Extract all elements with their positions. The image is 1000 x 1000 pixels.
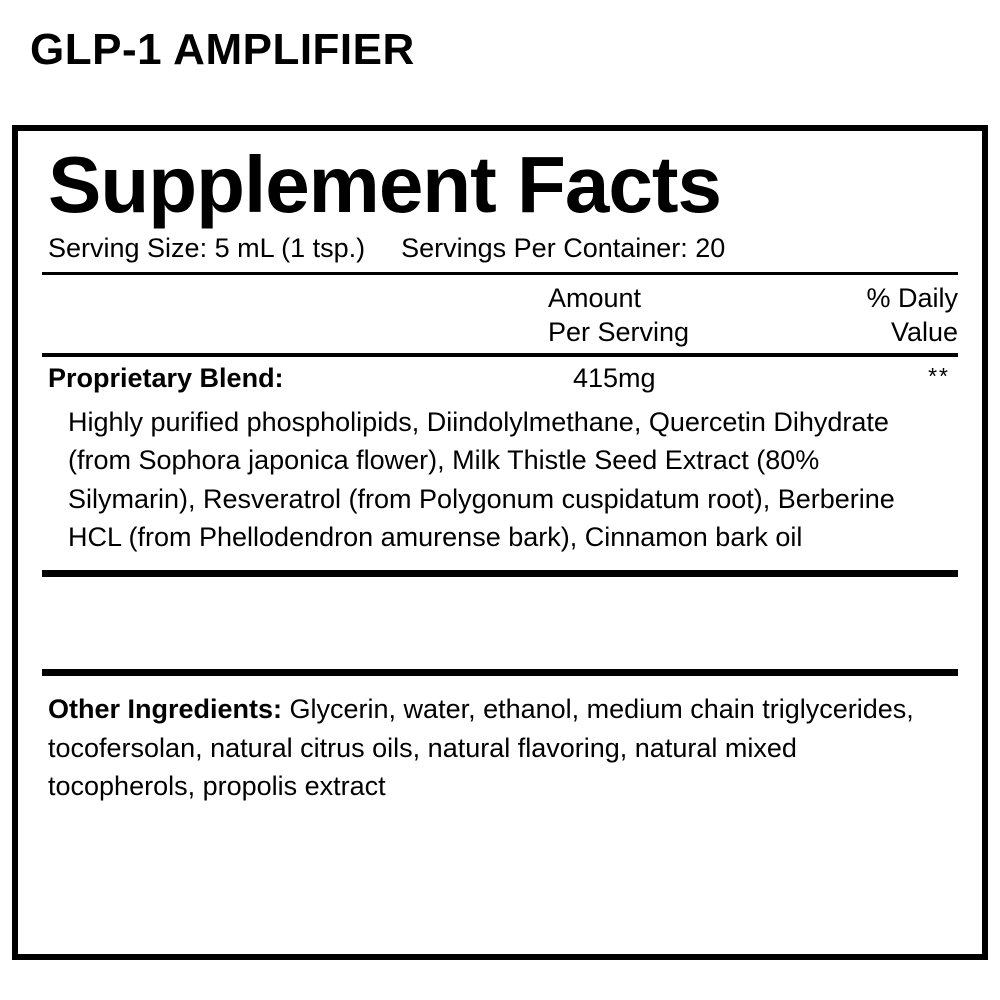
divider-blend-bottom: [42, 570, 958, 577]
amount-header-line2: Per Serving: [548, 317, 690, 348]
page-title: GLP-1 AMPLIFIER: [30, 25, 415, 74]
daily-value-header: [866, 281, 958, 349]
other-ingredients-text: Glycerin, water, ethanol, medium chain triglycerides, tocofersolan, natural citrus oils, natural flavoring, natural mixed tocopherols, propolis extract: [48, 694, 914, 801]
row-amount: 415mg: [573, 363, 656, 393]
supplement-facts-heading: Supplement Facts: [48, 140, 722, 229]
table-row: [40, 357, 960, 401]
row-name: Proprietary Blend:: [48, 363, 284, 393]
serving-size: Serving Size: 5 mL (1 tsp.): [48, 233, 366, 263]
dv-header-line2: Value: [890, 317, 958, 348]
amount-header-line1: Amount: [548, 283, 642, 313]
column-headers: [40, 275, 960, 353]
divider-other-ingredients: [42, 669, 958, 676]
servings-per-container: Servings Per Container: 20: [401, 233, 726, 263]
dv-header-line1: % Daily: [866, 283, 958, 313]
serving-info: [40, 231, 960, 272]
supplement-facts-panel: [12, 125, 988, 960]
row-daily-value: **: [928, 363, 950, 389]
amount-per-serving-header: [548, 281, 689, 349]
blend-ingredients-text: Highly purified phospholipids, Diindolylmethane, Quercetin Dihydrate (from Sophora japonica flower), Milk Thistle Seed Extract (80% Silymarin), Resveratrol (from Polygonum cuspidatum root), Berberine HCL (from Phellodendron amurense bark), Cinnamon bark oil: [68, 407, 895, 552]
other-ingredients: [40, 676, 960, 805]
blank-spacer: [40, 577, 960, 669]
other-ingredients-label: Other Ingredients:: [48, 694, 283, 725]
